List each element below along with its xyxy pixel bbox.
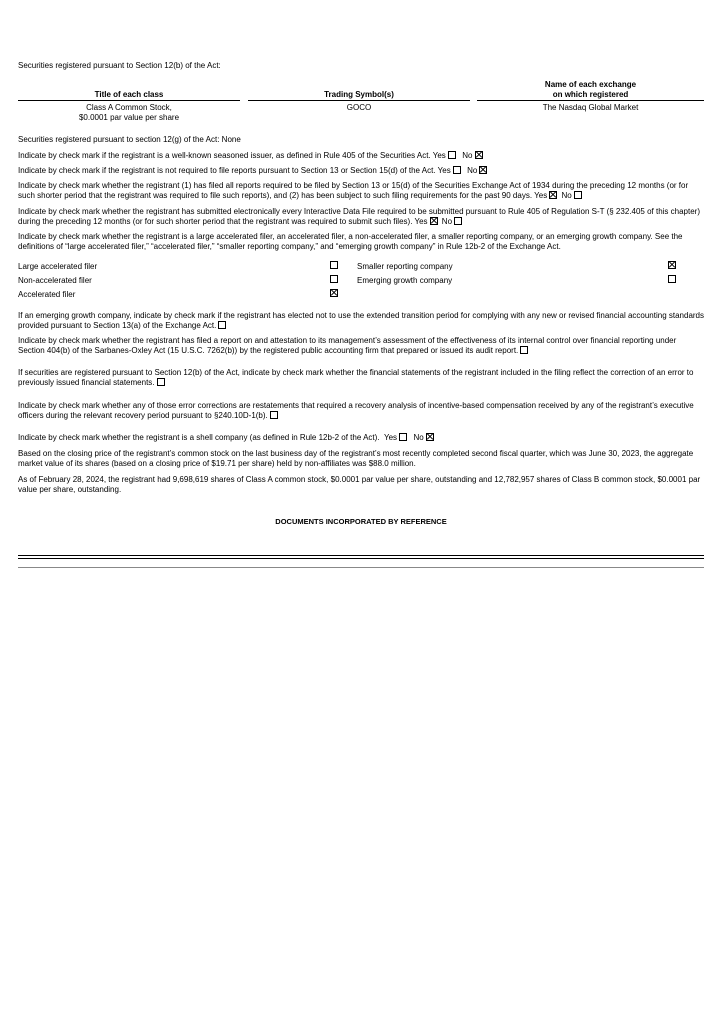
table-cell-class: [18, 103, 240, 123]
interactive-data-question: [18, 207, 704, 227]
filed-reports-yes-label: Yes: [534, 191, 548, 200]
not-required-question: [18, 166, 704, 176]
interactive-data-text: Indicate by check mark whether the registrant has submitted electronically every Interactive Data File required to be submitted pursuant to Rule 405 of Regulation S-T (§ 232.405 of this chapter) during the preceding 12 months (or for such shorter period that the registrant was required to submit such files).: [18, 207, 700, 226]
interactive-data-yes-label: Yes: [414, 217, 428, 226]
not-required-no-label: No: [467, 166, 478, 175]
error-correction-question: [18, 368, 704, 388]
filer-non-accelerated-checkbox[interactable]: [330, 275, 338, 283]
table-cell-class-line1: Class A Common Stock,: [86, 103, 172, 112]
interactive-data-no-checkbox[interactable]: [454, 217, 462, 225]
wksi-yes-checkbox[interactable]: [448, 151, 456, 159]
filed-reports-yes-checkbox[interactable]: [549, 191, 557, 199]
shares-outstanding-statement: As of February 28, 2024, the registrant had 9,698,619 shares of Class A common stock, $0.0001 par value per share, outstanding and 12,782,957 shares of Class B common stock, $0.0001 par value per share, outstanding.: [18, 475, 701, 494]
table-header-exchange-line2: on which registered: [552, 90, 629, 99]
section-12b-intro: Securities registered pursuant to Section 12(b) of the Act:: [18, 61, 221, 70]
table-cell-symbol: GOCO: [346, 103, 372, 112]
icfr-question: [18, 336, 704, 356]
shell-company-question: [18, 433, 704, 443]
filer-status-question: Indicate by check mark whether the registrant is a large accelerated filer, an accelerated filer, a non-accelerated filer, a smaller reporting company, or an emerging growth company. See the definitions of “large accelerated filer,” “accelerated filer,” “smaller reporting company,” and “emerging growth company” in Rule 12b-2 of the Exchange Act.: [18, 232, 683, 251]
egc-transition-question: [18, 311, 704, 331]
wksi-no-checkbox[interactable]: [475, 151, 483, 159]
shell-no-checkbox[interactable]: [426, 433, 434, 441]
table-header-trading-symbol: Trading Symbol(s): [248, 90, 470, 101]
section-12g-statement: Securities registered pursuant to section 12(g) of the Act: None: [18, 135, 241, 144]
table-header-title-of-class: Title of each class: [18, 90, 240, 101]
filer-emerging-checkbox[interactable]: [668, 275, 676, 283]
double-rule-bottom: [18, 558, 704, 559]
icfr-checkbox[interactable]: [520, 346, 528, 354]
restatement-checkbox[interactable]: [270, 411, 278, 419]
filer-smaller-checkbox[interactable]: [668, 261, 676, 269]
filer-large-label: Large accelerated filer: [18, 262, 98, 271]
wksi-no-label: No: [462, 151, 473, 160]
filed-reports-no-label: No: [561, 191, 572, 200]
not-required-yes-checkbox[interactable]: [453, 166, 461, 174]
shell-yes-label: Yes: [383, 433, 398, 442]
table-cell-exchange: The Nasdaq Global Market: [542, 103, 639, 112]
wksi-yes-label: Yes: [432, 151, 446, 160]
filer-emerging-label: Emerging growth company: [357, 276, 453, 285]
egc-transition-text: If an emerging growth company, indicate by check mark if the registrant has elected not to use the extended transition period for complying with any new or revised financial accounting standards provided pursuant to Section 13(a) of the Exchange Act.: [18, 311, 705, 330]
market-value-statement: Based on the closing price of the registrant’s common stock on the last business day of the registrant’s most recently completed second fiscal quarter, which was June 30, 2023, the aggregate market value of its shares (based on a closing price of $19.71 per share) held by non-affiliates was $88.0 million.: [18, 449, 694, 468]
table-header-exchange: [477, 80, 704, 101]
restatement-text: Indicate by check mark whether any of those error corrections are restatements that required a recovery analysis of incentive-based compensation received by any of the registrant’s executive officers during the relevant recovery period pursuant to §240.10D-1(b).: [18, 401, 694, 420]
filed-reports-question: [18, 181, 704, 201]
interactive-data-no-label: No: [441, 217, 453, 226]
egc-transition-checkbox[interactable]: [218, 321, 226, 329]
shell-text: Indicate by check mark whether the registrant is a shell company (as defined in Rule 12b-2 of the Act).: [18, 433, 380, 442]
icfr-text: Indicate by check mark whether the registrant has filed a report on and attestation to its management’s assessment of the effectiveness of its internal control over financial reporting under Section 404(b) of the Sarbanes-Oxley Act (15 U.S.C. 7262(b)) by the registered public accounting firm that prepared or issued its audit report.: [18, 336, 677, 355]
restatement-question: [18, 401, 704, 421]
page-break-rule: [18, 567, 704, 568]
filer-non-accelerated-label: Non-accelerated filer: [18, 276, 92, 285]
filer-accelerated-label: Accelerated filer: [18, 290, 76, 299]
filer-accelerated-checkbox[interactable]: [330, 289, 338, 297]
interactive-data-yes-checkbox[interactable]: [430, 217, 438, 225]
shell-yes-checkbox[interactable]: [399, 433, 407, 441]
filed-reports-no-checkbox[interactable]: [574, 191, 582, 199]
not-required-yes-label: Yes: [437, 166, 451, 175]
error-correction-checkbox[interactable]: [157, 378, 165, 386]
table-header-exchange-line1: Name of each exchange: [544, 80, 637, 89]
not-required-text: Indicate by check mark if the registrant is not required to file reports pursuant to Section 13 or Section 15(d) of the Act.: [18, 166, 436, 175]
documents-incorporated-heading: DOCUMENTS INCORPORATED BY REFERENCE: [275, 517, 447, 526]
wksi-question: [18, 151, 704, 161]
filer-smaller-label: Smaller reporting company: [357, 262, 453, 271]
wksi-text: Indicate by check mark if the registrant is a well-known seasoned issuer, as defined in Rule 405 of the Securities Act.: [18, 151, 431, 160]
shell-no-label: No: [413, 433, 424, 442]
not-required-no-checkbox[interactable]: [479, 166, 487, 174]
filed-reports-text: Indicate by check mark whether the registrant (1) has filed all reports required to be filed by Section 13 or 15(d) of the Securities Exchange Act of 1934 during the preceding 12 months (or for such shorter period that the registrant was required to file such reports), and (2) has been subject to such filing requirements for the past 90 days.: [18, 181, 689, 200]
double-rule-top: [18, 555, 704, 556]
filer-large-checkbox[interactable]: [330, 261, 338, 269]
error-correction-text: If securities are registered pursuant to Section 12(b) of the Act, indicate by check mark whether the financial statements of the registrant included in the filing reflect the correction of an error to previously issued financial statements.: [18, 368, 694, 387]
table-cell-class-line2: $0.0001 par value per share: [78, 113, 180, 122]
